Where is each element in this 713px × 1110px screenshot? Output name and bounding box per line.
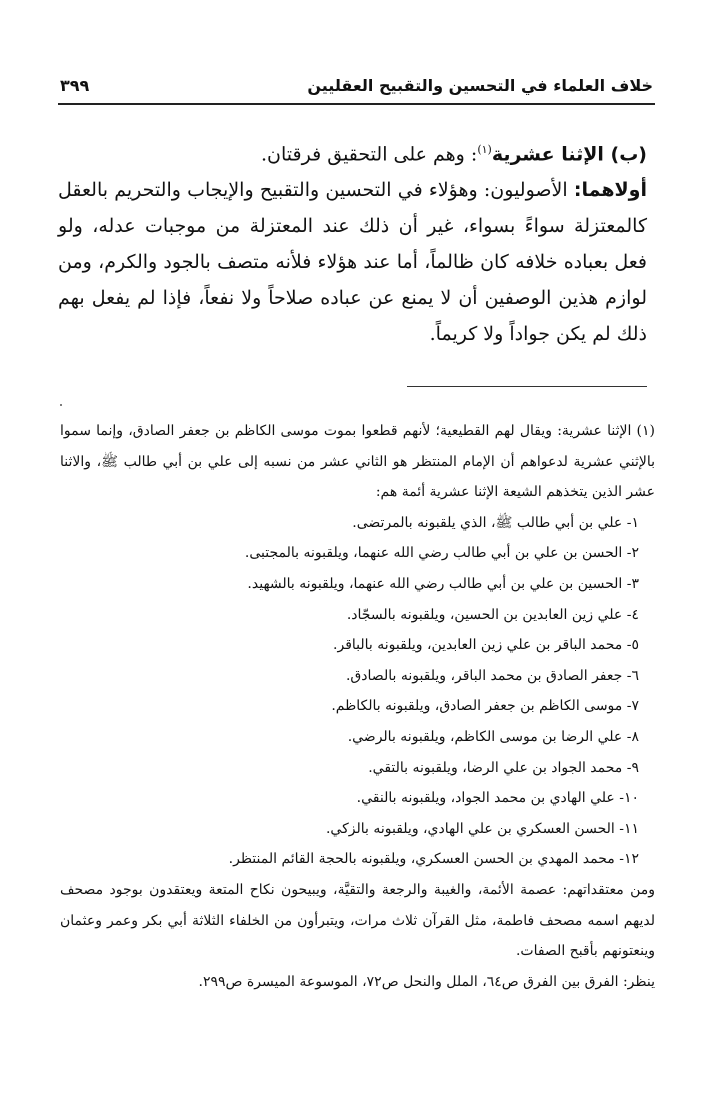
imam-list-item: ٧- موسى الكاظم بن جعفر الصادق، ويلقبونه بالكاظم. [331,698,639,715]
imam-list-item: ٥- محمد الباقر بن علي زين العابدين، ويلقبونه بالباقر. [333,637,639,654]
footnote-reference[interactable]: (١) [477,143,492,156]
section-label: (ب) الإثنا عشرية [491,143,647,166]
first-group-paragraph [58,172,647,352]
footnote-separator [407,386,647,387]
section-heading-paragraph [58,132,647,172]
imam-list-item: ٤- علي زين العابدين بن الحسين، ويلقبونه بالسجّاد. [346,606,639,623]
imam-list-item: ١٠- علي الهادي بن محمد الجواد، ويلقبونه بالنقي. [356,790,639,807]
section-rest: : وهم على التحقيق فرقتان. [261,143,478,166]
imam-list-item: ٣- الحسين بن علي بن أبي طالب رضي الله عنهما، ويلقبونه بالشهيد. [247,575,639,592]
imam-list-item: ١- علي بن أبي طالب ﷺ، الذي يلقبونه بالمرتضى. [352,514,639,531]
main-text [58,132,647,352]
imam-list-item: ٨- علي الرضا بن موسى الكاظم، ويلقبونه بالرضي. [347,728,639,745]
first-group-label: أولاهما: [573,179,647,202]
page-number: ٣٩٩ [60,76,90,95]
first-group-text: الأصوليون: وهؤلاء في التحسين والتقبيح والإيجاب والتحريم بالعقل كالمعتزلة سواءً بسواء، غير أن ذلك عند المعتزلة من موجبات عدله، ولو فعل بعباده خلافه كان ظالماً، أما عند هؤلاء فلأنه متصف بالجود والكرم، ومن لوازم هذين الوصفين أن لا يمنع عن عباده صلاحاً ولا نفعاً، فإذا لم يفعل بهم ذلك لم يكن جواداً ولا كريماً. [58,179,647,346]
beliefs-paragraph: ومن معتقداتهم: عصمة الأئمة، والغيبة والرجعة والتقيَّة، ويبيحون نكاح المتعة ويعتقدون بوجود مصحف لديهم اسمه مصحف فاطمة، مثل القرآن ثلاث مرات، ويتبرأون من الخلفاء الثلاثة أبي بكر وعمر وعثمان وينعتونهم بأقبح الصفات. [60,881,655,960]
imam-list-item: ١١- الحسن العسكري بن علي الهادي، ويلقبونه بالزكي. [325,820,639,837]
references-line: ينظر: الفرق بين الفرق ص٦٤، الملل والنحل ص٧٢، الموسوعة الميسرة ص٢٩٩. [198,973,655,990]
footnote [60,416,655,997]
header-rule [58,103,655,105]
imam-list-item: ٦- جعفر الصادق بن محمد الباقر، ويلقبونه بالصادق. [345,667,639,684]
imam-list-item: ١٢- محمد المهدي بن الحسن العسكري، ويلقبونه بالحجة القائم المنتظر. [228,851,639,868]
running-header [60,76,653,102]
running-title: خلاف العلماء في التحسين والتقبيح العقليين [307,76,653,95]
imam-list-item: ٩- محمد الجواد بن علي الرضا، ويلقبونه بالتقي. [368,759,639,776]
margin-mark [60,404,62,406]
imam-list-item: ٢- الحسن بن علي بن أبي طالب رضي الله عنهما، ويلقبونه بالمجتبى. [244,545,639,562]
footnote-intro: (١) الإثنا عشرية: ويقال لهم القطيعية؛ لأنهم قطعوا بموت موسى الكاظم بن جعفر الصادق، وإنما سموا بالإثني عشرية لدعواهم أن الإمام المنتظر هو الثاني عشر من نسبه إلى علي بن أبي طالب ﷺ، والاثنا عشر الذين يتخذهم الشيعة الإثنا عشرية أئمة هم: [60,423,655,501]
